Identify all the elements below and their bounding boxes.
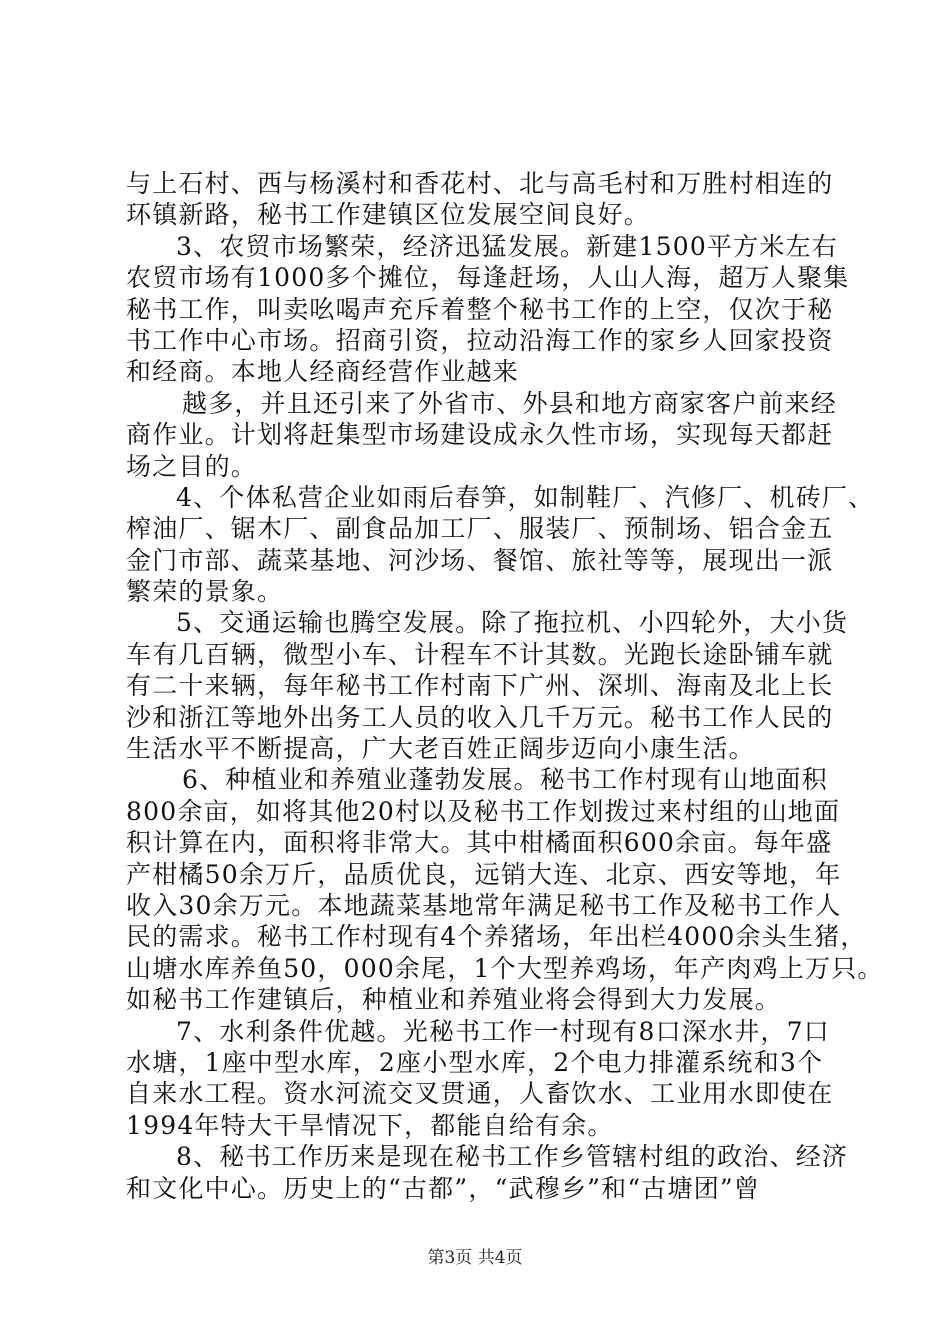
text-line: 有二十来辆，每年秘书工作村南下广州、深圳、海南及北上长 [126,671,834,701]
text-line: 榨油厂、锯木厂、副食品加工厂、服装厂、预制场、铝合金五 [126,514,834,544]
text-line: 农贸市场有1000多个摊位，每逢赶场，人山人海，超万人聚集 [126,263,850,293]
paragraph-6-start: 6、种植业和养殖业蓬勃发展。秘书工作村现有山地面积 [182,765,828,795]
text-line: 商作业。计划将赶集型市场建设成永久性市场，实现每天都赶 [126,420,834,450]
text-line: 山塘水库养鱼50，000余尾，1个大型养鸡场，年产肉鸡上万只。 [126,953,884,983]
text-line: 金门市部、蔬菜基地、河沙场、餐馆、旅社等等，展现出一派 [126,545,834,575]
text-line: 自来水工程。资水河流交叉贯通，人畜饮水、工业用水即使在 [126,1079,834,1109]
text-line: 与上石村、西与杨溪村和香花村、北与高毛村和万胜村相连的 [126,169,834,198]
page-number-footer: 第3页 共4页 [427,1248,523,1268]
text-line: 车有几百辆，微型小车、计程车不计其数。光跑长途卧铺车就 [126,639,834,669]
text-line: 和经商。本地人经商经营作业越来 [126,357,520,387]
text-line: 800余亩，如将其他20村以及秘书工作划拨过来村组的山地面 [126,796,841,826]
paragraph-7-start: 7、水利条件优越。光秘书工作一村现有8口深水井，7口 [176,1016,830,1046]
paragraph-3-start: 3、农贸市场繁荣，经济迅猛发展。新建1500平方米左右 [176,231,838,261]
paragraph-4-start: 4、个体私营企业如雨后春笋，如制鞋厂、汽修厂、机砖厂、 [176,482,875,512]
paragraph-5-start: 5、交通运输也腾空发展。除了拖拉机、小四轮外，大小货 [176,608,849,638]
text-line: 生活水平不断提高，广大老百姓正阔步迈向小康生活。 [126,734,755,764]
text-line: 书工作中心市场。招商引资，拉动沿海工作的家乡人回家投资 [126,325,834,355]
text-line: 水塘，1座中型水库，2座小型水库，2个电力排灌系统和3个 [126,1047,824,1077]
text-line: 如秘书工作建镇后，种植业和养殖业将会得到大力发展。 [126,985,782,1015]
text-line: 和文化中心。历史上的“古都”，“武穆乡”和“古塘团”曾 [126,1173,761,1203]
text-line: 环镇新路，秘书工作建镇区位发展空间良好。 [126,200,651,230]
text-line: 1994年特大干旱情况下，都能自给有余。 [126,1110,614,1140]
text-line: 民的需求。秘书工作村现有4个养猪场，年出栏4000余头生猪， [126,922,867,952]
text-line: 繁荣的景象。 [126,577,284,607]
text-line: 秘书工作，叫卖吆喝声充斥着整个秘书工作的上空，仅次于秘 [126,294,834,324]
text-line: 积计算在内，面积将非常大。其中柑橘面积600余亩。每年盛 [126,828,833,858]
paragraph-8-start: 8、秘书工作历来是现在秘书工作乡管辖村组的政治、经济 [176,1142,849,1172]
text-line: 越多，并且还引来了外省市、外县和地方商家客户前来经 [182,388,838,418]
document-body [126,168,884,1204]
text-line: 产柑橘50余万斤，品质优良，远销大连、北京、西安等地，年 [126,859,842,889]
text-line: 沙和浙江等地外出务工人员的收入几千万元。秘书工作人民的 [126,702,834,732]
text-line: 收入30余万元。本地蔬菜基地常年满足秘书工作及秘书工作人 [126,890,842,920]
text-line: 场之目的。 [126,451,258,481]
